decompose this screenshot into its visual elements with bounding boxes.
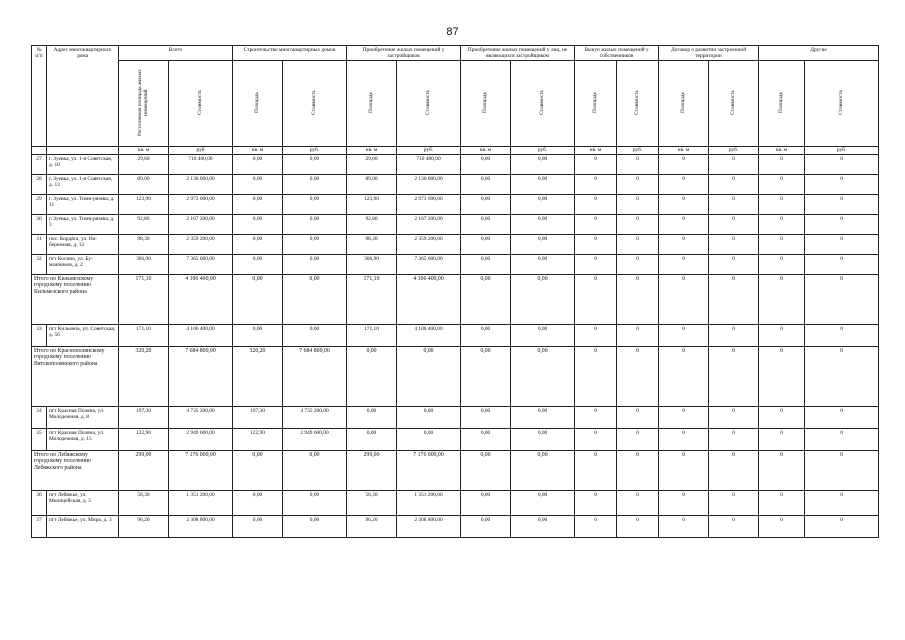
table-cell: 0,00	[461, 346, 511, 406]
table-cell: 0	[709, 515, 759, 537]
table-cell: 0,00	[283, 254, 347, 274]
table-cell: 1 351 200,00	[169, 490, 233, 515]
table-cell: 123,90	[347, 194, 397, 214]
table-cell: 0	[659, 346, 709, 406]
table-cell: 0,00	[511, 154, 575, 174]
table-cell: 4 106 400,00	[397, 274, 461, 324]
table-cell: 0,00	[511, 428, 575, 450]
table-cell: 123,90	[119, 194, 169, 214]
table-cell: 0	[617, 406, 659, 428]
table-cell: 0	[759, 254, 805, 274]
sub-header-area: Площадь	[461, 61, 511, 147]
table-cell: 0,00	[283, 174, 347, 194]
table-cell: 0,00	[233, 324, 283, 346]
unit-rub: руб.	[511, 147, 575, 154]
table-row	[32, 214, 879, 234]
table-cell: 0	[575, 450, 617, 490]
table-cell: 0,00	[461, 450, 511, 490]
table-cell: 0,00	[283, 214, 347, 234]
table-cell: 92,80	[347, 214, 397, 234]
table-cell: 0	[659, 515, 709, 537]
table-cell: 2 359 200,00	[169, 234, 233, 254]
table-cell: 0	[709, 406, 759, 428]
table-row	[32, 515, 879, 537]
page-number: 87	[446, 26, 459, 38]
table-cell: 0	[759, 324, 805, 346]
table-cell: 0,00	[461, 234, 511, 254]
table-cell: 0,00	[461, 490, 511, 515]
table-cell: 0	[759, 214, 805, 234]
table-cell: 0,00	[397, 428, 461, 450]
row-address: пос. Кордяга, ул. На-бережная, д. 12	[47, 234, 119, 254]
table-cell: 96,20	[119, 515, 169, 537]
table-cell: 0,00	[511, 194, 575, 214]
group-header: Приобретение жилых помещений у лиц, не являющихся застройщиком	[461, 46, 575, 61]
table-cell: 0	[659, 274, 709, 324]
sub-header-area: Площадь	[233, 61, 283, 147]
table-cell: 0	[805, 406, 879, 428]
row-address: пгт Лебяжье, ул. Милицейская, д. 5	[47, 490, 119, 515]
table-cell: 171,10	[119, 324, 169, 346]
table-cell: 2 308 800,00	[169, 515, 233, 537]
table-cell: 0	[575, 346, 617, 406]
table-cell: 2 949 600,00	[169, 428, 233, 450]
table-cell: 0	[805, 490, 879, 515]
subtotal-row	[32, 274, 879, 324]
table-cell: 0,00	[461, 406, 511, 428]
table-cell: 0,00	[347, 346, 397, 406]
table-cell: 0,00	[283, 234, 347, 254]
table-cell: 0	[659, 234, 709, 254]
table-cell: 0	[759, 406, 805, 428]
unit-area: кв. м	[461, 147, 511, 154]
table-cell: 0,00	[511, 406, 575, 428]
sub-header-cost: Стоимость	[511, 61, 575, 147]
table-cell: 7 365 600,00	[169, 254, 233, 274]
table-row	[32, 406, 879, 428]
table-cell: 299,00	[347, 450, 397, 490]
table-cell: 0,00	[397, 406, 461, 428]
row-number: 37	[32, 515, 47, 537]
table-row	[32, 490, 879, 515]
table-cell: 0	[759, 346, 805, 406]
subtotal-label: Итого по Лебяжскому городскому поселению Лебяжского района	[32, 450, 119, 490]
table-row	[32, 194, 879, 214]
table-cell: 0,00	[233, 234, 283, 254]
table-cell: 710 400,00	[397, 154, 461, 174]
table-cell: 0	[617, 194, 659, 214]
table-cell: 0	[805, 274, 879, 324]
table-cell: 0	[659, 174, 709, 194]
sub-header-area: Площадь	[759, 61, 805, 147]
table-cell: 0,00	[511, 174, 575, 194]
table-cell: 0	[709, 194, 759, 214]
table-cell: 0	[617, 324, 659, 346]
unit-area: кв. м	[347, 147, 397, 154]
table-cell: 0	[575, 194, 617, 214]
table-cell: 0	[575, 406, 617, 428]
unit-rub: руб.	[283, 147, 347, 154]
table-cell: 0	[617, 428, 659, 450]
table-cell: 320,20	[119, 346, 169, 406]
table-cell: 710 400,00	[169, 154, 233, 174]
table-row	[32, 428, 879, 450]
unit-rub: руб.	[617, 147, 659, 154]
table-cell: 7 176 000,00	[397, 450, 461, 490]
table-cell: 0	[659, 428, 709, 450]
table-cell: 0,00	[283, 515, 347, 537]
table-cell: 0	[575, 324, 617, 346]
table-cell: 0,00	[283, 154, 347, 174]
table-cell: 0,00	[511, 254, 575, 274]
table-cell: 0,00	[511, 450, 575, 490]
table-cell: 0	[759, 154, 805, 174]
row-address: пгт Красная Поляна, ул. Молодежная, д. 8	[47, 406, 119, 428]
table-cell: 4 106 400,00	[169, 274, 233, 324]
table-cell: 0	[617, 214, 659, 234]
table-cell: 0	[575, 154, 617, 174]
table-cell: 0,00	[511, 234, 575, 254]
table-cell: 0	[759, 194, 805, 214]
table-cell: 0	[759, 450, 805, 490]
table-cell: 0,00	[511, 515, 575, 537]
table-cell: 0,00	[461, 254, 511, 274]
table-cell: 306,90	[119, 254, 169, 274]
table-row	[32, 154, 879, 174]
table-cell: 0	[709, 174, 759, 194]
table-cell: 0	[575, 174, 617, 194]
table-cell: 98,30	[119, 234, 169, 254]
table-cell: 2 949 600,00	[283, 428, 347, 450]
sub-header-cost: Стоимость	[169, 61, 233, 147]
row-number: 27	[32, 154, 47, 174]
unit-area: кв. м	[575, 147, 617, 154]
table-cell: 0	[759, 428, 805, 450]
table-row	[32, 254, 879, 274]
row-address: пгт Косино, ул. Бу-мажников, д. 2	[47, 254, 119, 274]
sub-header-area: Площадь	[347, 61, 397, 147]
table-cell: 0,00	[461, 515, 511, 537]
row-address: пгт Кильмезь, ул. Советская, д. 56	[47, 324, 119, 346]
table-cell: 29,60	[347, 154, 397, 174]
unit-area: кв. м	[759, 147, 805, 154]
table-cell: 0,00	[233, 194, 283, 214]
table-cell: 0	[709, 324, 759, 346]
table-cell: 0,00	[461, 154, 511, 174]
table-cell: 0	[659, 254, 709, 274]
table-cell: 0	[805, 194, 879, 214]
row-number: 29	[32, 194, 47, 214]
group-header: Выкуп жилых помещений у собственников	[575, 46, 659, 61]
table-cell: 4 106 400,00	[169, 324, 233, 346]
table-cell: 0	[805, 234, 879, 254]
sub-header-cost: Стоимость	[617, 61, 659, 147]
table-cell: 0	[659, 194, 709, 214]
table-cell: 96,20	[347, 515, 397, 537]
table-cell: 0	[575, 490, 617, 515]
table-cell: 0	[617, 515, 659, 537]
table-cell: 98,30	[347, 234, 397, 254]
table-cell: 0	[659, 490, 709, 515]
resettlement-table	[31, 45, 879, 538]
table-cell: 0	[759, 490, 805, 515]
table-cell: 0,00	[347, 406, 397, 428]
table-cell: 171,10	[119, 274, 169, 324]
table-cell: 0,00	[511, 214, 575, 234]
group-header: Всего	[119, 46, 233, 61]
table-cell: 171,10	[347, 274, 397, 324]
table-cell: 7 684 800,00	[283, 346, 347, 406]
subtotal-label: Итого по Кильмезскому городскому поселению Кильмезского района	[32, 274, 119, 324]
table-cell: 0	[617, 450, 659, 490]
table-cell: 0	[659, 450, 709, 490]
table-cell: 0,00	[233, 450, 283, 490]
table-cell: 0,00	[233, 154, 283, 174]
sub-header-cost: Стоимость	[805, 61, 879, 147]
table-cell: 89,00	[347, 174, 397, 194]
row-address: г. Зуевка, ул. 1-я Советская, д. 10	[47, 154, 119, 174]
subtotal-label: Итого по Краснополянскому городскому поселению Вятскополянского района	[32, 346, 119, 406]
table-cell: 0	[617, 490, 659, 515]
table-cell: 0,00	[233, 515, 283, 537]
row-address: пгт Лебяжье, ул. Мира, д. 3	[47, 515, 119, 537]
table-cell: 0	[709, 214, 759, 234]
table-cell: 0	[759, 234, 805, 254]
header-row-groups	[32, 46, 879, 61]
table-cell: 122,90	[119, 428, 169, 450]
table-cell: 0,00	[461, 428, 511, 450]
table-cell: 0,00	[283, 450, 347, 490]
table-cell: 0,00	[461, 194, 511, 214]
table-cell: 7 365 600,00	[397, 254, 461, 274]
table-cell: 2 973 600,00	[169, 194, 233, 214]
header-row-sub	[32, 61, 879, 147]
table-cell: 0,00	[233, 174, 283, 194]
group-header: Другие	[759, 46, 879, 61]
unit-area: кв. м	[659, 147, 709, 154]
unit-area: кв. м	[233, 147, 283, 154]
table-cell: 0,00	[283, 274, 347, 324]
sub-header-total-area: Расселяемая площадь жилых помещений	[119, 61, 169, 147]
table-cell: 0	[805, 515, 879, 537]
table-cell: 56,30	[347, 490, 397, 515]
table-cell: 0	[617, 234, 659, 254]
table-body	[32, 154, 879, 537]
table-cell: 0	[659, 154, 709, 174]
unit-rub: руб.	[709, 147, 759, 154]
unit-rub: руб	[169, 147, 233, 154]
group-header: Строительство многоквартирных домов	[233, 46, 347, 61]
table-cell: 0	[617, 346, 659, 406]
table-cell: 0	[709, 254, 759, 274]
table-cell: 0	[805, 154, 879, 174]
header-row-units	[32, 147, 879, 154]
row-address: г. Зуевка, ул. Тими-рязева, д. 3	[47, 214, 119, 234]
table-cell: 0,00	[283, 194, 347, 214]
table-cell: 0	[659, 406, 709, 428]
table-cell: 0	[805, 324, 879, 346]
table-cell: 0,00	[511, 324, 575, 346]
row-number: 34	[32, 406, 47, 428]
row-address: г. Зуевка, ул. 1-я Советская, д. 13	[47, 174, 119, 194]
table-cell: 0	[805, 254, 879, 274]
table-cell: 4 106 400,00	[397, 324, 461, 346]
table-cell: 0,00	[511, 274, 575, 324]
row-number: 33	[32, 324, 47, 346]
sub-header-area: Площадь	[575, 61, 617, 147]
table-cell: 197,30	[233, 406, 283, 428]
row-number: 32	[32, 254, 47, 274]
table-cell: 0	[709, 450, 759, 490]
table-cell: 0	[805, 346, 879, 406]
table-cell: 1 351 200,00	[397, 490, 461, 515]
table-cell: 0,00	[461, 214, 511, 234]
table-cell: 0,00	[397, 346, 461, 406]
table-cell: 2 973 600,00	[397, 194, 461, 214]
table-cell: 0	[575, 515, 617, 537]
table-cell: 0,00	[283, 490, 347, 515]
table-row	[32, 324, 879, 346]
table-cell: 0,00	[511, 490, 575, 515]
subtotal-row	[32, 450, 879, 490]
table-cell: 2 359 200,00	[397, 234, 461, 254]
table-cell: 0	[805, 214, 879, 234]
row-number: 36	[32, 490, 47, 515]
sub-header-cost: Стоимость	[397, 61, 461, 147]
table-cell: 2 136 000,00	[169, 174, 233, 194]
unit-empty	[47, 147, 119, 154]
sub-header-cost: Стоимость	[283, 61, 347, 147]
table-cell: 0,00	[461, 174, 511, 194]
table-cell: 0	[709, 154, 759, 174]
table-cell: 0	[709, 490, 759, 515]
table-cell: 0	[617, 274, 659, 324]
unit-rub: руб.	[805, 147, 879, 154]
table-cell: 0,00	[347, 428, 397, 450]
table-cell: 29,60	[119, 154, 169, 174]
table-cell: 0	[659, 214, 709, 234]
table-cell: 56,30	[119, 490, 169, 515]
table-cell: 0	[575, 234, 617, 254]
table-cell: 2 167 200,00	[169, 214, 233, 234]
table-cell: 2 308 800,00	[397, 515, 461, 537]
table-cell: 0	[759, 174, 805, 194]
table-cell: 0	[617, 254, 659, 274]
table-cell: 0	[575, 428, 617, 450]
table-cell: 0	[575, 274, 617, 324]
table-cell: 0,00	[233, 274, 283, 324]
sub-header-area: Площадь	[659, 61, 709, 147]
table-cell: 0	[709, 234, 759, 254]
table-cell: 7 176 000,00	[169, 450, 233, 490]
row-number: 35	[32, 428, 47, 450]
table-cell: 0	[709, 346, 759, 406]
table-cell: 320,20	[233, 346, 283, 406]
unit-empty	[32, 147, 47, 154]
table-cell: 0	[617, 174, 659, 194]
table-cell: 0,00	[461, 324, 511, 346]
subtotal-row	[32, 346, 879, 406]
table-cell: 4 735 200,00	[283, 406, 347, 428]
table-cell: 197,30	[119, 406, 169, 428]
table-cell: 92,80	[119, 214, 169, 234]
table-cell: 7 684 800,00	[169, 346, 233, 406]
table-cell: 0	[575, 214, 617, 234]
table-row	[32, 174, 879, 194]
table-cell: 0	[617, 154, 659, 174]
table-cell: 0,00	[233, 490, 283, 515]
col-address-header: Адрес многоквартирного дома	[47, 46, 119, 147]
row-address: пгт Красная Поляна, ул. Молодежная, д. 15	[47, 428, 119, 450]
table-cell: 0	[805, 428, 879, 450]
table-cell: 0,00	[283, 324, 347, 346]
table-cell: 299,00	[119, 450, 169, 490]
table-cell: 0,00	[233, 214, 283, 234]
table-cell: 2 136 000,00	[397, 174, 461, 194]
group-header: Договор о развитии застроенной территории	[659, 46, 759, 61]
unit-rub: руб.	[397, 147, 461, 154]
group-header: Приобретение жилых помещений у застройщиков	[347, 46, 461, 61]
row-number: 31	[32, 234, 47, 254]
table-row	[32, 234, 879, 254]
row-number: 30	[32, 214, 47, 234]
table-cell: 89,00	[119, 174, 169, 194]
sub-header-cost: Стоимость	[709, 61, 759, 147]
col-no-header: № п/п	[32, 46, 47, 147]
table-cell: 4 735 200,00	[169, 406, 233, 428]
table-cell: 2 167 200,00	[397, 214, 461, 234]
table-cell: 0	[575, 254, 617, 274]
unit-area: кв. м	[119, 147, 169, 154]
table-cell: 0	[659, 324, 709, 346]
table-cell: 122,90	[233, 428, 283, 450]
table-cell: 0	[709, 274, 759, 324]
table-cell: 0	[759, 274, 805, 324]
table-cell: 0	[805, 450, 879, 490]
row-number: 28	[32, 174, 47, 194]
table-cell: 0,00	[511, 346, 575, 406]
table-cell: 171,10	[347, 324, 397, 346]
row-address: г. Зуевка, ул. Тими-рязева, д. 11	[47, 194, 119, 214]
table-cell: 0	[709, 428, 759, 450]
table-cell: 0	[805, 174, 879, 194]
table-cell: 0,00	[461, 274, 511, 324]
table-cell: 306,90	[347, 254, 397, 274]
table-cell: 0	[759, 515, 805, 537]
table-cell: 0,00	[233, 254, 283, 274]
